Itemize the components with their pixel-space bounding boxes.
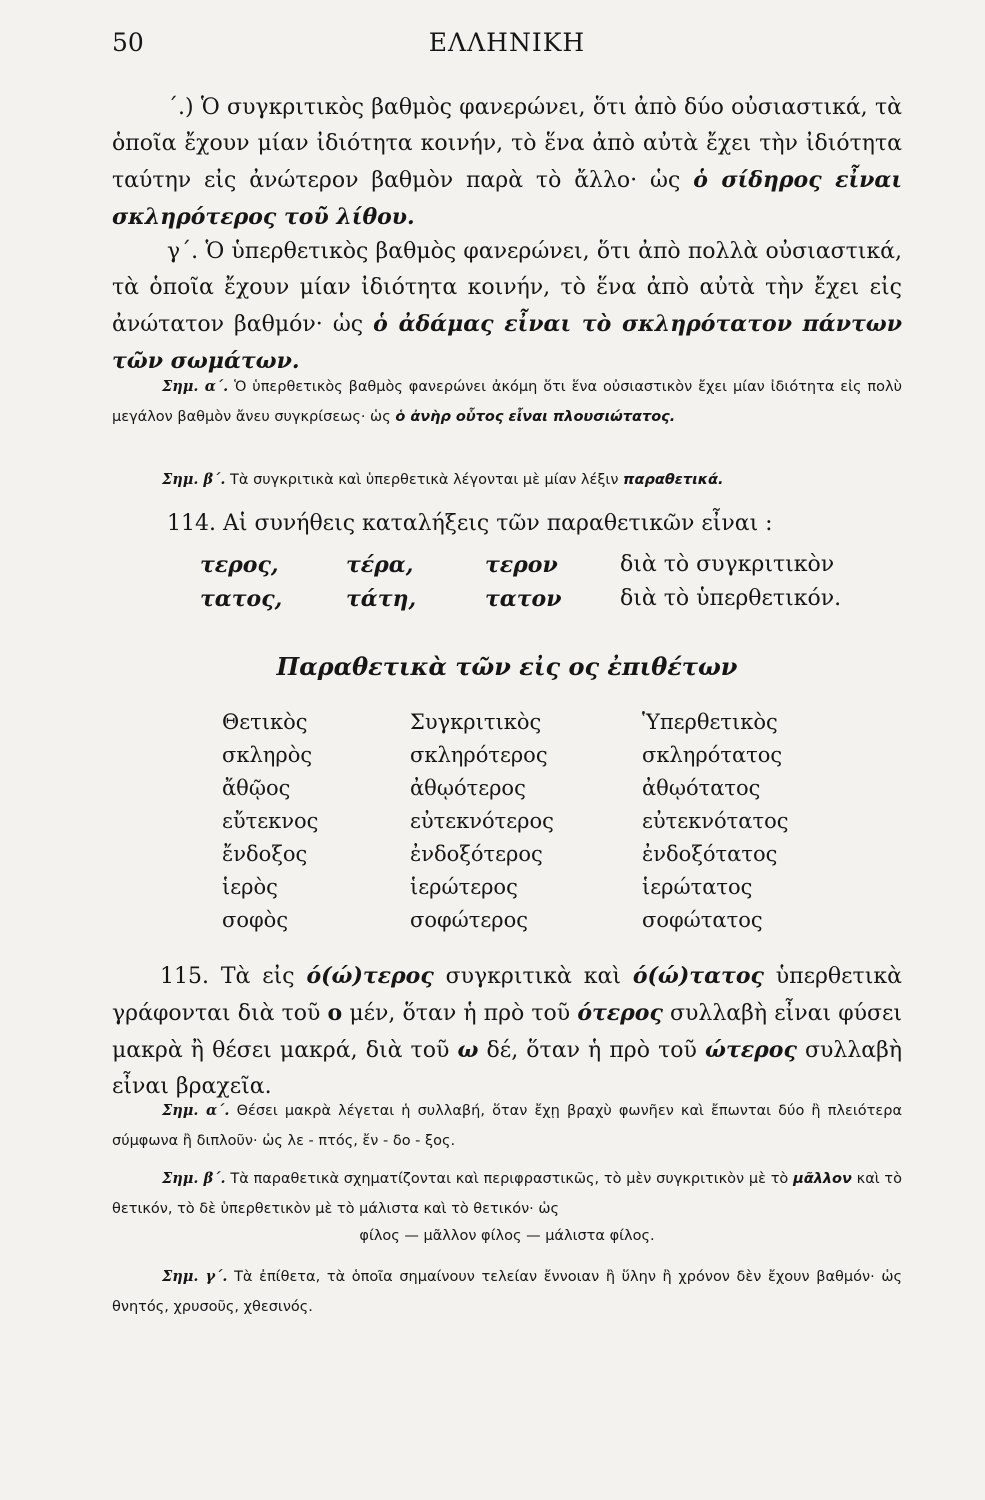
term-text: παραθετικά. — [623, 472, 724, 488]
table-row — [222, 776, 902, 809]
section-text: συγκριτικὰ καὶ — [445, 964, 621, 989]
note-label: Σημ. α΄. — [162, 1102, 230, 1119]
section-text: μέν, ὅταν ἡ πρὸ τοῦ — [349, 1001, 571, 1026]
ending-masculine: τερος, — [200, 552, 279, 578]
section-text: δέ, ὅταν ἡ πρὸ τοῦ — [486, 1038, 697, 1063]
column-header: Θετικὸς — [222, 710, 308, 734]
note-alpha-115 — [112, 1096, 902, 1156]
note-text: καὶ τὸ θετικόν, τὸ δὲ ὑπερθετικὸν μὲ τὸ μάλιστα καὶ τὸ θετικόν· ὡς — [112, 1171, 903, 1217]
table-row — [222, 842, 902, 875]
note-label: Σημ. γ΄. — [162, 1268, 228, 1285]
adjectives-table — [222, 710, 902, 941]
paragraph-superlative — [112, 234, 902, 380]
ending-description: διὰ τὸ ὑπερθετικόν. — [620, 586, 842, 611]
table-cell: σοφώτερος — [410, 908, 529, 932]
table-row — [222, 875, 902, 908]
table-cell: ἀθῳότερος — [410, 776, 526, 800]
ending-term: ό(ώ)τατος — [632, 963, 764, 989]
note-label: Σημ. β΄. — [162, 471, 226, 488]
note-beta — [112, 465, 902, 495]
ending-feminine: τέρα, — [346, 552, 414, 578]
table-cell: ἔνδοξος — [222, 842, 308, 866]
paragraph-text: ΄.) Ὁ συγκριτικὸς βαθμὸς φανερώνει, ὅτι ἀπὸ δύο οὐσιαστικά, τὰ ὁποῖα ἔχουν μίαν ἰδιότητα κοινήν, τὸ ἕνα ἀπὸ αὐτὰ ἔχει τὴν ἰδιότητα ταύτην εἰς ἀνώτερον βαθμὸν παρὰ τὸ ἄλλο· ὡς — [112, 95, 902, 193]
section-text: Τὰ εἰς — [220, 964, 295, 989]
note-text: Θέσει μακρὰ λέγεται ἡ συλλαβή, ὅταν ἔχῃ βραχὺ φωνῆεν καὶ ἔπωνται δύο ἢ πλειότερα σύμφωνα ἢ διπλοῦν· ὡς λε - πτός, ἔν - δο - ξος. — [112, 1103, 902, 1149]
note-label: Σημ. β΄. — [162, 1170, 226, 1187]
table-cell: ἱερὸς — [222, 875, 278, 899]
ending-term: ό(ώ)τερος — [306, 963, 434, 989]
table-cell: σοφὸς — [222, 908, 289, 932]
running-title: ΕΛΛΗΝΙΚΗ — [428, 28, 586, 57]
table-row — [222, 908, 902, 941]
column-header: Ὑπερθετικὸς — [642, 710, 778, 734]
term-text: μᾶλλον — [793, 1171, 852, 1187]
table-cell: εὔτεκνος — [222, 809, 319, 833]
note-text: Τὰ συγκριτικὰ καὶ ὑπερθετικὰ λέγονται μὲ μίαν λέξιν — [230, 472, 619, 488]
letter-term: ο — [327, 1000, 343, 1026]
example-line: φίλος — μᾶλλον φίλος — μάλιστα φίλος. — [359, 1228, 655, 1244]
section-115 — [112, 958, 902, 1105]
section-number: 114. — [167, 511, 216, 536]
section-text: συλλαβὴ εἶναι βραχεῖα. — [112, 1038, 903, 1099]
note-beta-115 — [112, 1164, 902, 1224]
example-text: ὁ ἀδάμας εἶναι τὸ σκληρότατον πάντων τῶν σωμάτων. — [112, 311, 902, 374]
note-text: Τὰ παραθετικὰ σχηματίζονται καὶ περιφραστικῶς, τὸ μὲν συγκριτικὸν μὲ τὸ — [230, 1171, 789, 1187]
table-cell: ἐνδοξότερος — [410, 842, 543, 866]
table-cell: σκληρὸς — [222, 743, 313, 767]
paragraph-text: γ΄. Ὁ ὑπερθετικὸς βαθμὸς φανερώνει, ὅτι ἀπὸ πολλὰ οὐσιαστικά, τὰ ὁποῖα ἔχουν μίαν ἰδιότητα κοινήν, τὸ ἕνα ἀπὸ αὐτὰ τὴν ἔχει εἰς ἀνώτατον βαθμόν· ὡς — [112, 239, 902, 337]
ending-description: διὰ τὸ συγκριτικὸν — [620, 552, 835, 577]
table-cell: ἱερώτατος — [642, 875, 753, 899]
table-cell: ἄθῷος — [222, 776, 291, 800]
letter-term: ω — [457, 1037, 479, 1063]
table-cell: ἐνδοξότατος — [642, 842, 778, 866]
table-cell: σκληρότατος — [642, 743, 783, 767]
ending-term: ώτερος — [705, 1037, 797, 1063]
page-header — [112, 28, 902, 68]
table-row — [222, 743, 902, 776]
table-cell: εὐτεκνότερος — [410, 809, 554, 833]
ending-neuter: τερον — [485, 552, 558, 578]
note-gamma-115 — [112, 1262, 902, 1322]
section-text: Αἱ συνήθεις καταλήξεις τῶν παραθετικῶν εἶναι : — [222, 511, 773, 536]
ending-row-comparative — [200, 552, 900, 588]
table-cell: ἀθῳότατος — [642, 776, 761, 800]
example-text: ὁ σίδηρος εἶναι σκληρότερος τοῦ λίθου. — [112, 167, 903, 230]
ending-row-superlative — [200, 586, 900, 622]
ending-feminine: τάτη, — [346, 586, 417, 612]
note-label: Σημ. α΄. — [162, 378, 229, 395]
table-header-row — [222, 710, 902, 743]
example-text: ὁ ἀνὴρ οὗτος εἶναι πλουσιώτατος. — [395, 409, 676, 425]
ending-neuter: τατον — [485, 586, 562, 612]
page-number: 50 — [112, 28, 144, 57]
section-text: ὑπερθετικὰ γράφονται διὰ τοῦ — [112, 964, 902, 1026]
ending-term: ότερος — [577, 1000, 663, 1026]
table-cell: σοφώτατος — [642, 908, 763, 932]
column-header: Συγκριτικὸς — [410, 710, 542, 734]
ending-masculine: τατος, — [200, 586, 283, 612]
section-number: 115. — [160, 964, 209, 989]
paragraph-comparative — [112, 90, 902, 236]
table-row — [222, 809, 902, 842]
table-cell: σκληρότερος — [410, 743, 548, 767]
note-alpha — [112, 372, 902, 432]
table-cell: εὐτεκνότατος — [642, 809, 789, 833]
table-cell: ἱερώτερος — [410, 875, 518, 899]
section-text: συλλαβὴ εἶναι φύσει μακρὰ ἢ θέσει μακρά, διὰ τοῦ — [112, 1001, 903, 1063]
note-text: Ὁ ὑπερθετικὸς βαθμὸς φανερώνει ἀκόμη ὅτι ἕνα οὐσιαστικὸν ἔχει μίαν ἰδιότητα εἰς πολὺ μεγάλον βαθμὸν ἄνευ συγκρίσεως· ὡς — [112, 379, 902, 425]
note-text: Τὰ ἐπίθετα, τὰ ὁποῖα σημαίνουν τελείαν ἔννοιαν ἢ ὕλην ἢ χρόνον δὲν ἔχουν βαθμόν· ὡς θνητός, χρυσοῦς, χθεσινός. — [112, 1269, 903, 1315]
table-title: Παραθετικὰ τῶν εἰς ος ἐπιθέτων — [276, 652, 738, 681]
section-114 — [112, 506, 902, 542]
